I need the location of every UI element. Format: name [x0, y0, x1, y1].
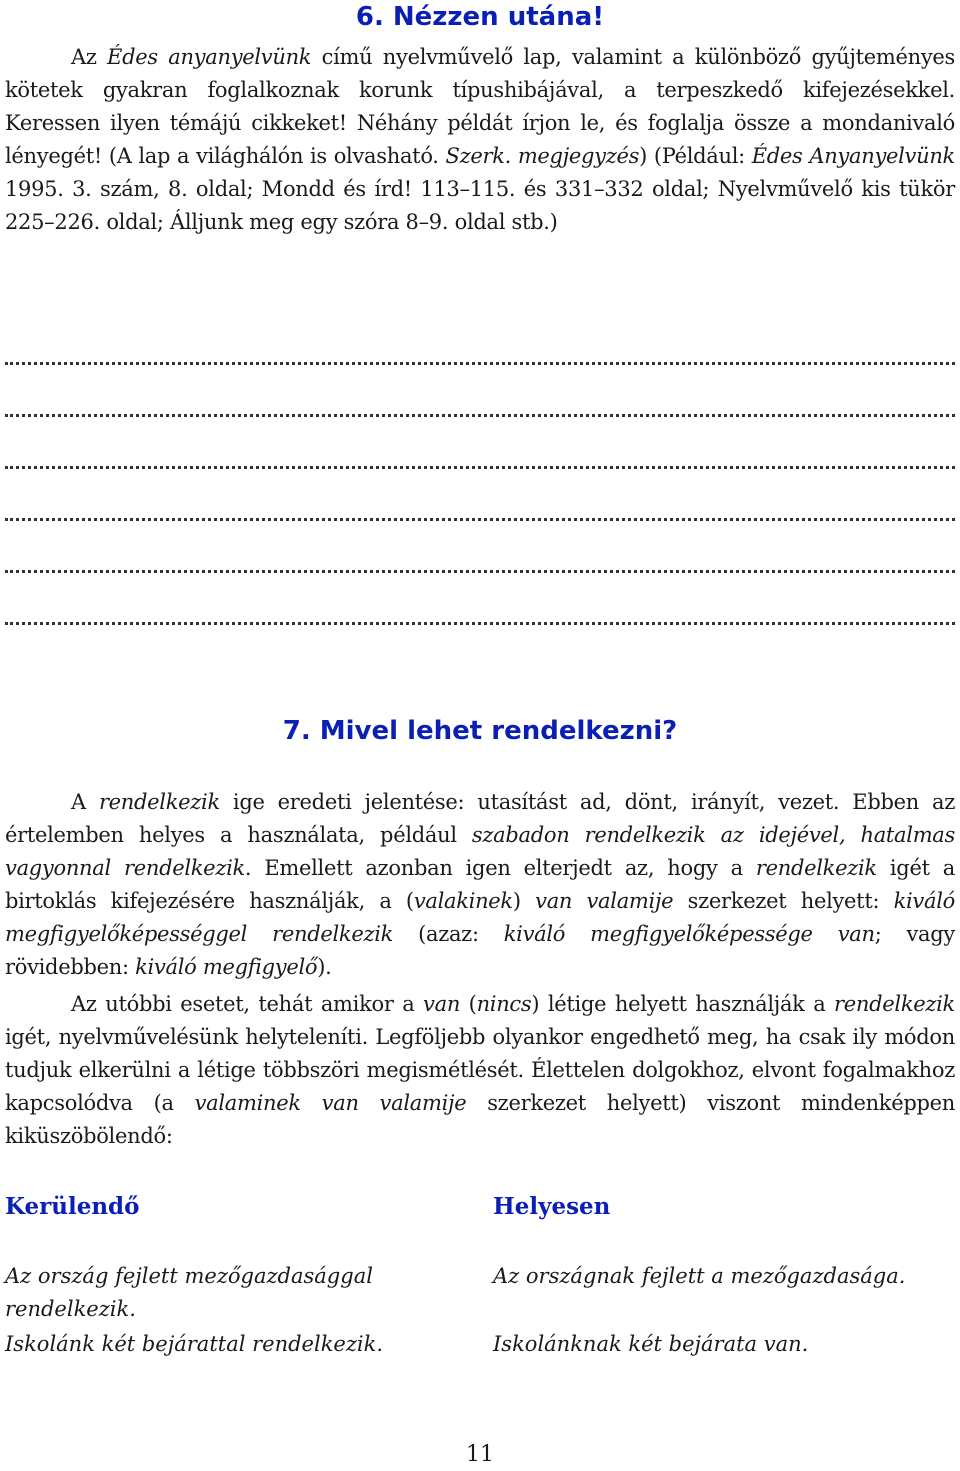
magazine-title: Édes anyanyelvünk	[107, 45, 312, 69]
avoid-example-2: Iskolánk két bejárattal rendelkezik.	[5, 1332, 384, 1356]
section-6-title: 6. Nézzen utána!	[355, 2, 605, 32]
answer-line[interactable]	[5, 462, 955, 469]
section-7-paragraph-1: A rendelkezik ige eredeti jelentése: utasítást ad, dönt, irányít, vezet. Ebben az értelemben helyes a használata, például szabadon rendelkezik az idejével, hatalmas vagyonnal rendelkezik. Emellett azonban igen elterjedt az, hogy a rendelkezik igét a birtoklás kifejezésére használják, a (valakinek) van valamije szerkezet helyett: kiváló megfigyelőképességgel rendelkezik (azaz: kiváló megfigyelőképessége van; vagy rövidebben: kiváló megfigyelő).	[5, 790, 956, 979]
column-heading-correct: Helyesen	[493, 1193, 611, 1220]
section-7-paragraph-2: Az utóbbi esetet, tehát amikor a van (nincs) létige helyett használják a rendelkezik igét, nyelvművelésünk helyteleníti. Legföljebb olyankor engedhető meg, ha csak ily módon tudjuk elkerülni a létige többszöri megismétlését. Élettelen dolgokhoz, elvont fogalmakhoz kapcsolódva (a valaminek van valamije szerkezet helyett) viszont mindenképpen kiküszöbölendő:	[5, 992, 955, 1148]
avoid-example-1: Az ország fejlett mezőgazdasággal rendelkezik.	[5, 1264, 373, 1321]
answer-line[interactable]	[5, 618, 955, 625]
correct-example-2: Iskolánknak két bejárata van.	[493, 1332, 809, 1356]
magazine-title-2: Édes Anyanyelvünk	[751, 144, 955, 168]
answer-line[interactable]	[5, 514, 955, 521]
section-6-paragraph: Az Édes anyanyelvünk című nyelvművelő lap, valamint a különböző gyűjteményes kötetek gyakran foglalkoznak korunk típushibájával, a terpeszkedő kifejezésekkel. Keressen ilyen témájú cikkeket! Néhány példát írjon le, és foglalja össze a mondanivaló lényegét! (A lap a világhálón is olvasható. Szerk. megjegyzés) (Például: Édes Anyanyelvünk 1995. 3. szám, 8. oldal; Mondd és írd! 113–115. és 331–332 oldal; Nyelvművelő kis tükör 225–226. oldal; Álljunk meg egy szóra 8–9. oldal stb.)	[5, 45, 955, 234]
answer-line[interactable]	[5, 566, 955, 573]
correct-example-1: Az országnak fejlett a mezőgazdasága.	[493, 1264, 906, 1288]
editor-note: Szerk. megjegyzés	[445, 144, 640, 168]
column-heading-avoid: Kerülendő	[5, 1193, 140, 1220]
section-7-title: 7. Mivel lehet rendelkezni?	[282, 716, 678, 746]
page-number: 11	[466, 1442, 494, 1467]
answer-line[interactable]	[5, 410, 955, 417]
answer-line[interactable]	[5, 358, 955, 365]
